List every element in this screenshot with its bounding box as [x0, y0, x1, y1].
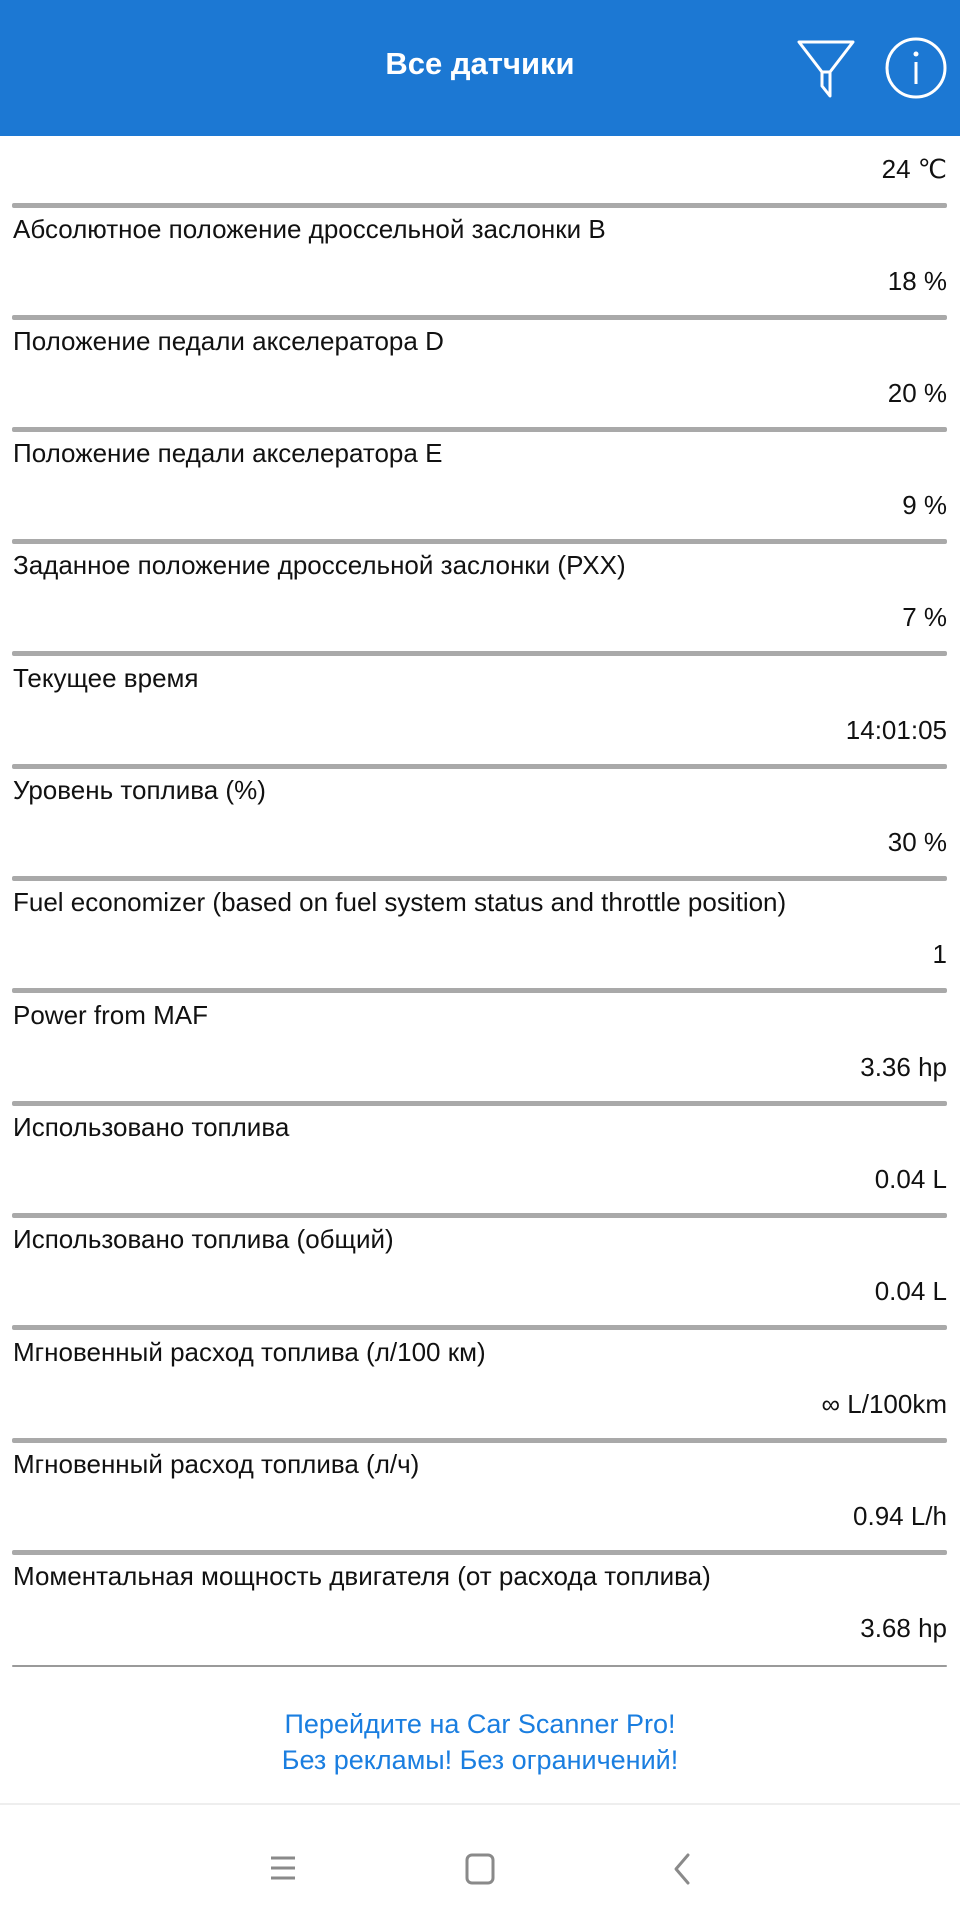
sensor-value: 20 %: [887, 378, 947, 408]
menu-icon: [263, 1849, 303, 1889]
sensor-label: Положение педали акселератора E: [13, 438, 443, 468]
promo-line-1: Перейдите на Car Scanner Pro!: [284, 1709, 676, 1739]
sensor-label: Положение педали акселератора D: [13, 326, 444, 356]
sensor-label: Мгновенный расход топлива (л/100 км): [13, 1337, 486, 1367]
home-icon: [460, 1849, 500, 1889]
promo-line-2: Без рекламы! Без ограничений!: [281, 1745, 679, 1775]
sensor-label: Абсолютное положение дроссельной заслонки B: [13, 214, 606, 244]
sensor-row[interactable]: [0, 1331, 960, 1443]
back-icon: [662, 1849, 702, 1889]
sensor-value: 14:01:05: [845, 715, 947, 745]
sensor-label: Power from MAF: [13, 1000, 209, 1030]
upgrade-promo-link[interactable]: [0, 1706, 960, 1778]
sensor-row[interactable]: [0, 208, 960, 320]
sensor-value: 0.04 L: [874, 1276, 947, 1306]
sensor-value: 1: [932, 939, 947, 969]
sensor-row[interactable]: [0, 320, 960, 432]
sensor-row[interactable]: [0, 994, 960, 1106]
sensor-row[interactable]: [0, 1443, 960, 1555]
menu-button[interactable]: [263, 1849, 303, 1889]
app-header: [0, 0, 960, 136]
sensor-value: 30 %: [887, 827, 947, 857]
home-button[interactable]: [460, 1849, 500, 1889]
sensor-value: 7 %: [902, 602, 947, 632]
filter-icon: [796, 38, 856, 100]
row-divider: [12, 1325, 947, 1330]
row-divider: [12, 651, 947, 656]
sensor-value: 3.36 hp: [860, 1052, 947, 1082]
sensor-label: Моментальная мощность двигателя (от расхода топлива): [13, 1561, 711, 1591]
sensor-label: Использовано топлива (общий): [13, 1224, 394, 1254]
sensor-row[interactable]: [0, 769, 960, 881]
sensor-label: Заданное положение дроссельной заслонки (РХХ): [13, 550, 626, 580]
sensor-row[interactable]: [0, 881, 960, 993]
sensor-row[interactable]: [0, 432, 960, 544]
row-divider: [12, 1665, 947, 1667]
info-button[interactable]: [884, 36, 948, 100]
sensor-label: Мгновенный расход топлива (л/ч): [13, 1449, 420, 1479]
sensor-row[interactable]: [0, 1218, 960, 1330]
sensor-value: 0.04 L: [874, 1164, 947, 1194]
system-nav-bar: [0, 1803, 960, 1922]
filter-button[interactable]: [796, 38, 856, 100]
sensor-value: ∞ L/100km: [821, 1389, 947, 1419]
sensor-value: 9 %: [902, 490, 947, 520]
sensor-label: Уровень топлива (%): [13, 775, 266, 805]
sensor-label: Fuel economizer (based on fuel system status and throttle position): [13, 887, 787, 917]
sensor-value: 18 %: [887, 266, 947, 296]
sensor-label: Использовано топлива: [13, 1112, 290, 1142]
sensor-value: 3.68 hp: [860, 1613, 947, 1643]
sensor-value: 0.94 L/h: [853, 1501, 947, 1531]
sensor-row[interactable]: [0, 544, 960, 656]
page-title: Все датчики: [385, 46, 575, 81]
back-button[interactable]: [662, 1849, 702, 1889]
row-divider: [12, 988, 947, 993]
sensor-value: 24 ℃: [881, 154, 947, 184]
sensor-label: Текущее время: [13, 663, 199, 693]
sensor-row[interactable]: [0, 1555, 960, 1667]
sensor-row[interactable]: [0, 657, 960, 769]
info-icon: [884, 36, 948, 100]
sensor-row[interactable]: [0, 1106, 960, 1218]
